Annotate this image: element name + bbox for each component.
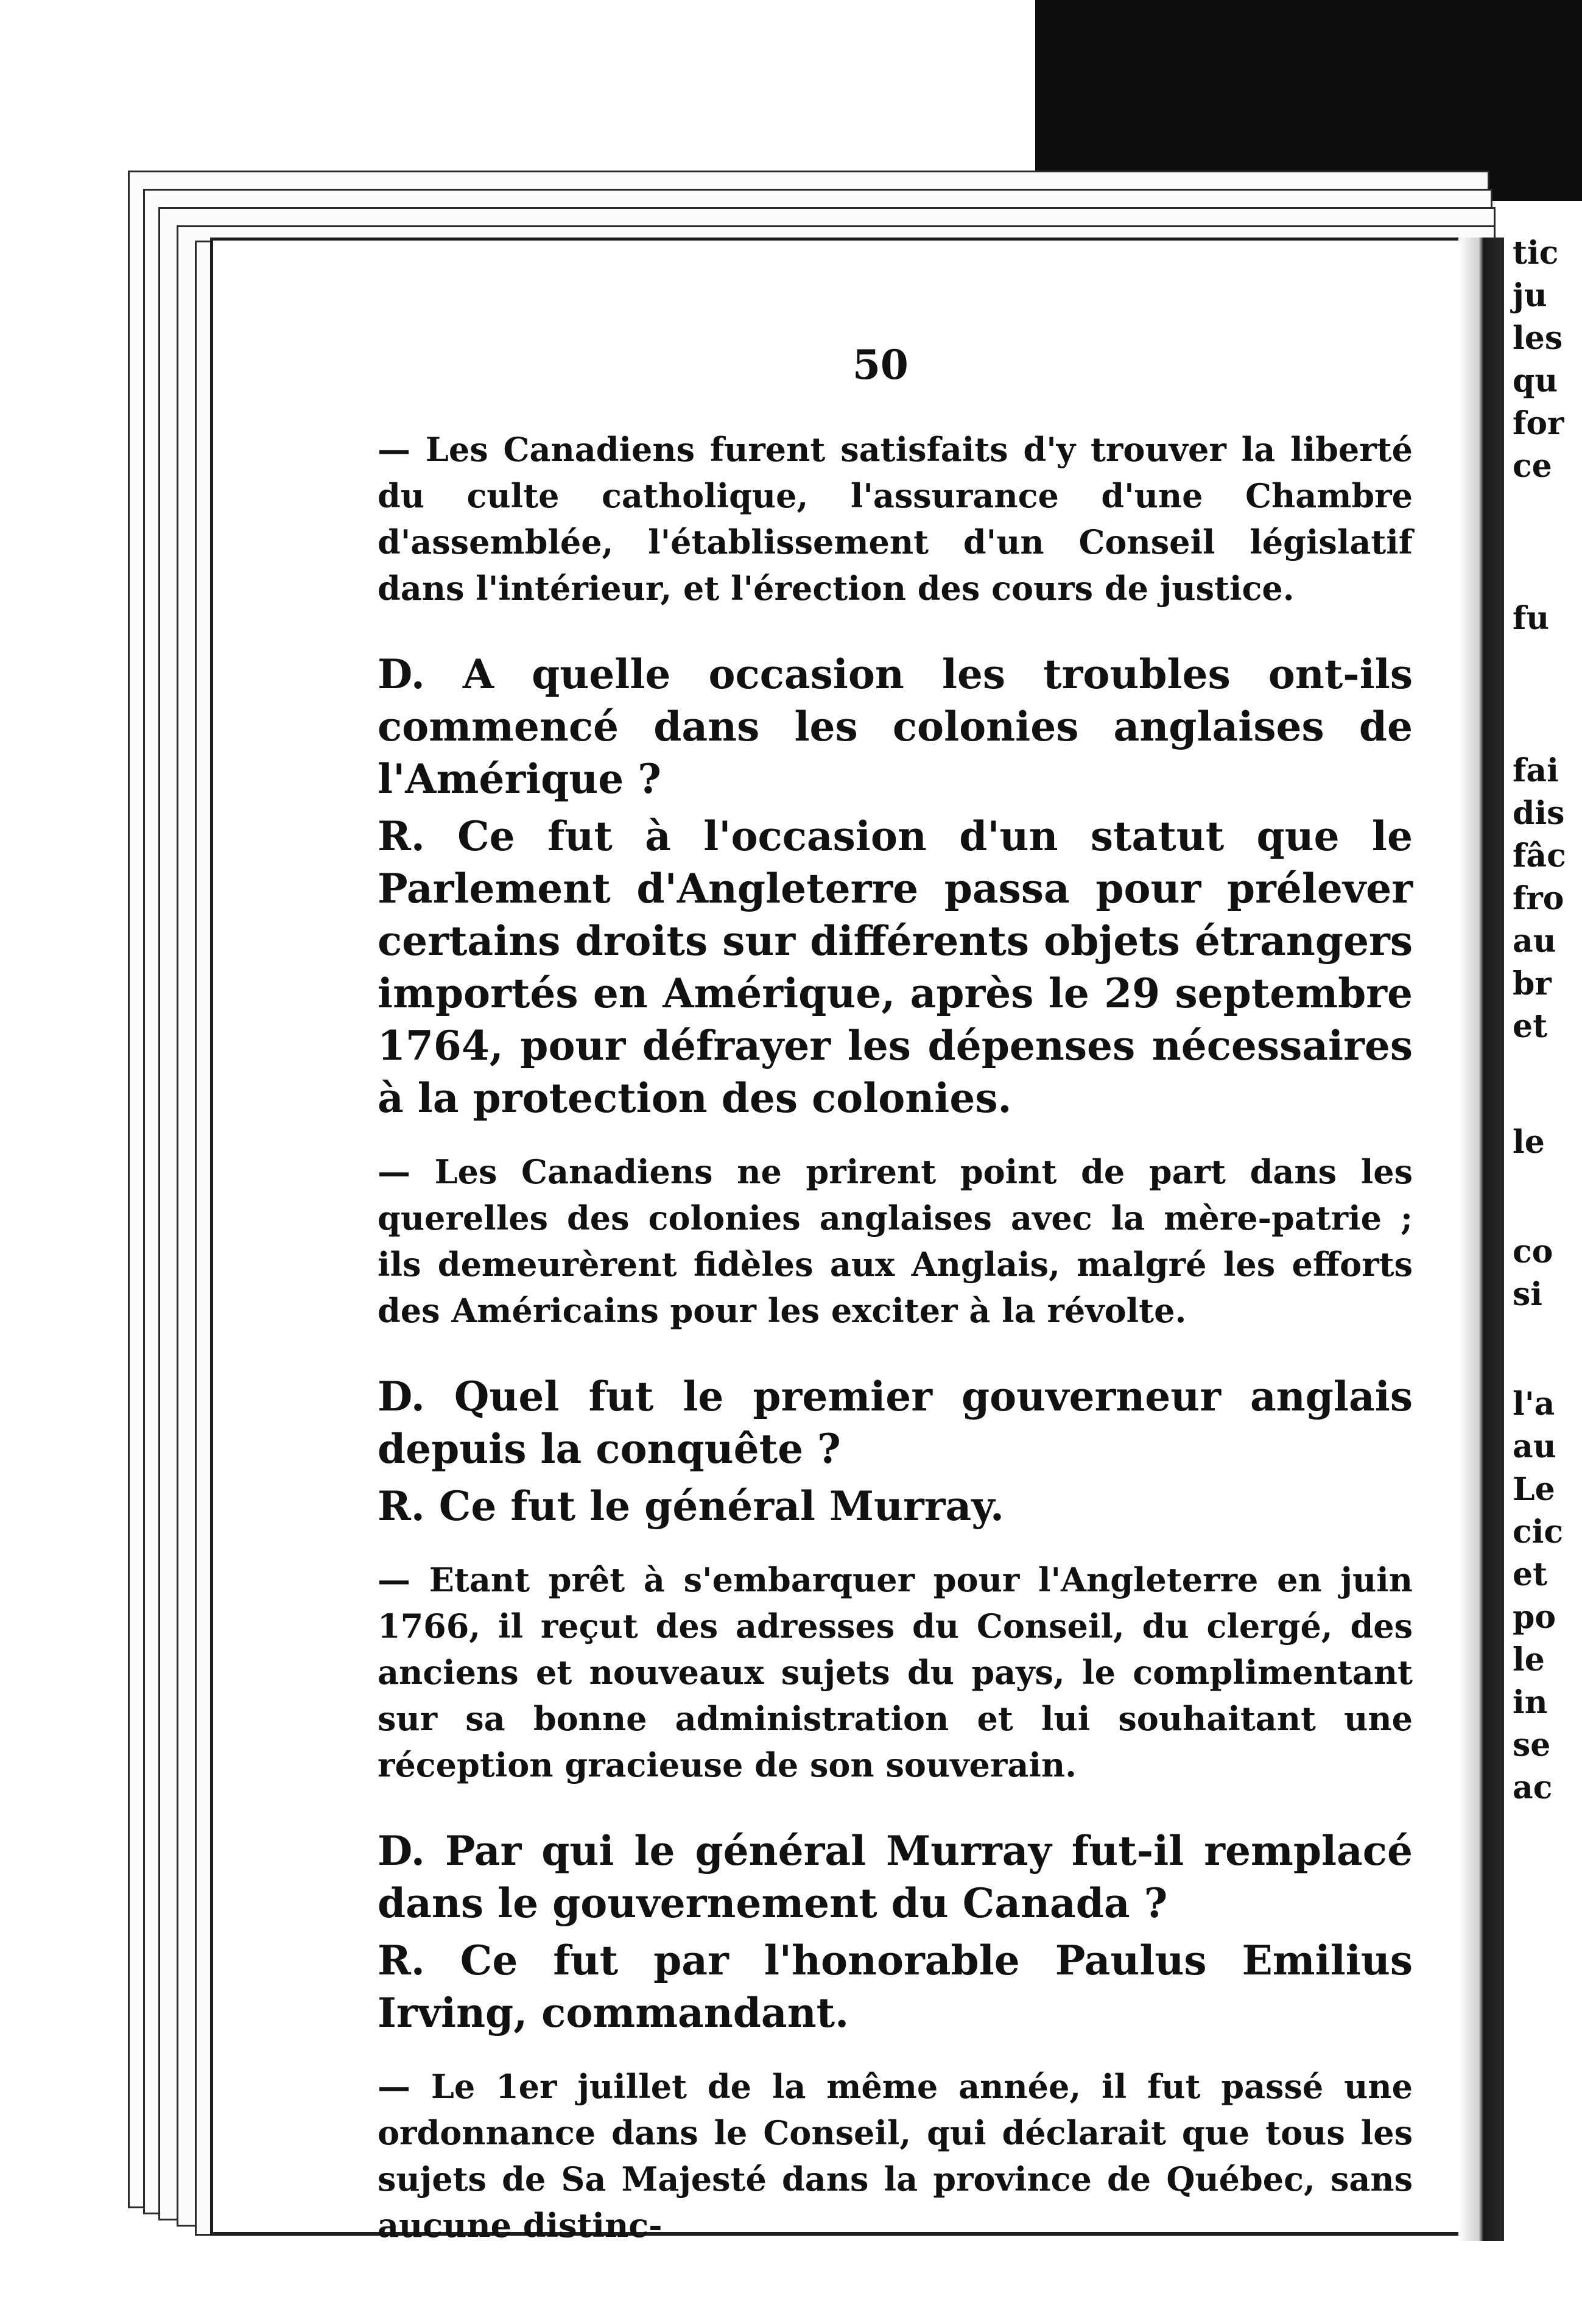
note-paragraph: — Etant prêt à s'embarquer pour l'Angleterre en juin 1766, il reçut des adresses du Conseil, du clergé, des anciens et nouveaux sujets du pays, le complimentant sur sa bonne administration et lui souhaitant une réception gracieuse de son souverain. [378, 1560, 1413, 1784]
right-page-fragment: fai [1513, 752, 1559, 789]
right-page-fragment: ce [1513, 448, 1552, 485]
right-page-fragment: si [1513, 1276, 1543, 1313]
right-page-fragment: au [1513, 1428, 1556, 1465]
right-page-fragment: et [1513, 1556, 1548, 1593]
question-paragraph: D. Quel fut le premier gouverneur anglais depuis la conquête ? [378, 1373, 1413, 1473]
right-page-fragment: po [1513, 1599, 1556, 1636]
note-paragraph: — Les Canadiens ne prirent point de part dans les querelles des colonies anglaises avec la mère-patrie ; ils demeurèrent fidèles aux Anglais, malgré les efforts des Américains pour les exciter à la révolte. [378, 1152, 1413, 1330]
question-paragraph: D. Par qui le général Murray fut-il remplacé dans le gouvernement du Canada ? [378, 1827, 1413, 1927]
right-page-fragment: les [1513, 320, 1563, 357]
right-page-fragment: for [1513, 405, 1564, 442]
note-paragraph: — Les Canadiens furent satisfaits d'y trouver la liberté du culte catholique, l'assurance d'une Chambre d'assemblée, l'établissement d'un Conseil législatif dans l'intérieur, et l'érection des cours de justice. [378, 430, 1413, 608]
right-page-fragment: br [1513, 965, 1552, 1002]
right-page-fragment: ac [1513, 1769, 1553, 1806]
right-page-fragment: le [1513, 1641, 1545, 1678]
right-page-fragment: fro [1513, 880, 1564, 917]
page-text [378, 426, 1413, 2285]
answer-paragraph: R. Ce fut par l'honorable Paulus Emilius Irving, commandant. [378, 1937, 1413, 2037]
right-page-fragment: in [1513, 1684, 1548, 1721]
right-page-fragment: le [1513, 1124, 1545, 1161]
book-gutter [1458, 238, 1504, 2241]
right-page-fragment: et [1513, 1008, 1548, 1045]
right-page [1504, 201, 1582, 2324]
answer-paragraph: R. Ce fut le général Murray. [378, 1482, 1004, 1530]
right-page-fragment: Le [1513, 1471, 1555, 1508]
right-page-fragment: l'a [1513, 1386, 1555, 1423]
right-page-fragment: au [1513, 923, 1556, 960]
right-page-fragment: fâc [1513, 837, 1566, 875]
right-page-fragment: dis [1513, 795, 1565, 832]
right-page-fragment: tic [1513, 234, 1559, 272]
right-page-fragment: cic [1513, 1513, 1564, 1551]
right-page-fragment: se [1513, 1727, 1551, 1764]
right-page-fragment: qu [1513, 362, 1558, 400]
right-page-fragment: fu [1513, 600, 1550, 637]
scan-margin [0, 0, 1035, 164]
answer-paragraph: R. Ce fut à l'occasion d'un statut que le Parlement d'Angleterre passa pour prélever certains droits sur différents objets étrangers importés en Amérique, après le 29 septembre 1764, pour défrayer les dépenses nécessaires à la protection des colonies. [378, 812, 1413, 1122]
note-paragraph: — Le 1er juillet de la même année, il fut passé une ordonnance dans le Conseil, qui déclarait que tous les sujets de Sa Majesté dans la province de Québec, sans aucune distinc- [378, 2067, 1413, 2245]
question-paragraph: D. A quelle occasion les troubles ont-ils commencé dans les colonies anglaises de l'Amérique ? [378, 650, 1413, 803]
right-page-fragment: co [1513, 1233, 1553, 1270]
page-number: 50 [853, 341, 909, 389]
right-page-fragment: ju [1513, 277, 1547, 314]
